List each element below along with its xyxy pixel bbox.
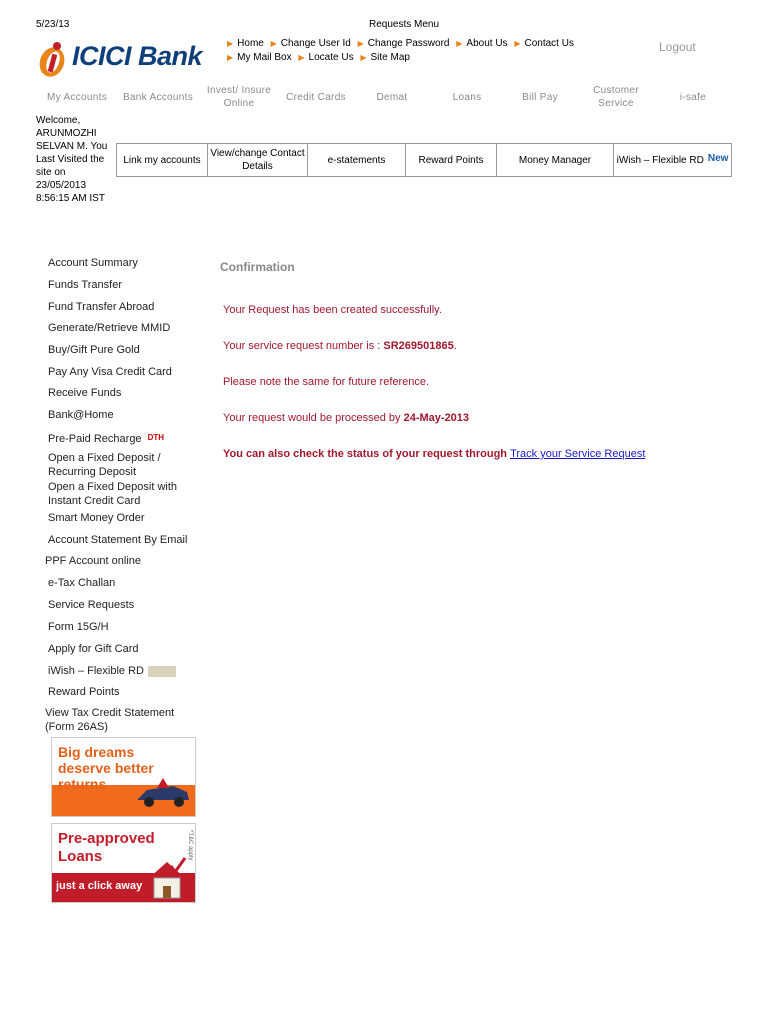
- subnav-link-my-accounts[interactable]: Link my accounts: [117, 144, 208, 176]
- subnav-view-change-contact[interactable]: View/change Contact Details: [208, 144, 308, 176]
- request-number-prefix: Your service request number is :: [223, 340, 384, 352]
- brand-name: ICICI Bank: [72, 41, 203, 71]
- sidebar-item-prepaid-recharge[interactable]: [48, 433, 164, 445]
- banner-title: Pre-approved Loans: [58, 830, 155, 865]
- top-link-change-user-id[interactable]: ▶ Change User Id: [270, 38, 351, 49]
- top-link-change-password[interactable]: ▶ Change Password: [357, 38, 450, 49]
- sidebar-item-pure-gold[interactable]: Buy/Gift Pure Gold: [48, 344, 140, 356]
- top-link-home[interactable]: ▶ Home: [227, 38, 264, 49]
- sidebar-item-tax-credit-statement[interactable]: View Tax Credit Statement (Form 26AS): [45, 707, 175, 733]
- page-header-title: Requests Menu: [369, 19, 440, 30]
- sidebar-item-form-15gh[interactable]: Form 15G/H: [48, 621, 109, 633]
- sidebar-item-e-tax-challan[interactable]: e-Tax Challan: [48, 577, 116, 589]
- icici-logo-icon: [36, 36, 72, 80]
- nav-i-safe[interactable]: i-safe: [679, 91, 707, 103]
- request-number-line: [223, 340, 457, 352]
- nav-my-accounts[interactable]: My Accounts: [47, 91, 107, 103]
- arrow-icon: ▶: [227, 53, 234, 62]
- reference-note: Please note the same for future reference.: [223, 376, 430, 388]
- top-link-site-map[interactable]: ▶ Site Map: [360, 52, 410, 63]
- banner-title: Big dreams deserve better returns: [58, 744, 154, 792]
- sidebar-item-account-statement-email[interactable]: Account Statement By Email: [48, 534, 188, 546]
- sidebar-item-fd-instant-cc[interactable]: Open a Fixed Deposit with Instant Credit Card: [48, 481, 178, 507]
- sidebar-item-funds-transfer[interactable]: Funds Transfer: [48, 279, 122, 291]
- nav-customer-service[interactable]: Customer Service: [593, 85, 639, 109]
- track-status-line: [223, 448, 645, 460]
- confirmation-title: Confirmation: [220, 260, 295, 274]
- process-date-line: [223, 412, 469, 424]
- top-link-about-us[interactable]: ▶ About Us: [456, 38, 508, 49]
- banner-subtitle: just a click away: [56, 880, 143, 892]
- logout-link[interactable]: Logout: [659, 40, 696, 54]
- sidebar-item-gift-card[interactable]: Apply for Gift Card: [48, 643, 139, 655]
- new-badge: New: [707, 152, 729, 164]
- banner-big-dreams[interactable]: [51, 737, 196, 817]
- banner-pre-approved-loans[interactable]: [51, 823, 196, 903]
- arrow-icon: ▶: [298, 53, 305, 62]
- sidebar-item-pay-visa[interactable]: Pay Any Visa Credit Card: [48, 366, 172, 378]
- request-number-suffix: .: [453, 340, 457, 352]
- top-link-contact-us[interactable]: ▶ Contact Us: [514, 38, 574, 49]
- sidebar-item-label: iWish – Flexible RD: [48, 665, 144, 677]
- success-message: Your Request has been created successfully.: [223, 304, 442, 316]
- house-icon: [145, 856, 189, 900]
- arrow-icon: ▶: [270, 39, 277, 48]
- car-icon: [133, 774, 193, 810]
- sidebar-item-smart-money-order[interactable]: Smart Money Order: [48, 512, 145, 524]
- subnav-iwish[interactable]: [614, 144, 731, 176]
- sub-nav: [116, 143, 732, 177]
- sidebar-item-bank-at-home[interactable]: Bank@Home: [48, 409, 114, 421]
- sidebar-item-label: Pre-Paid Recharge: [48, 433, 142, 445]
- sidebar-item-open-fd-rd[interactable]: Open a Fixed Deposit / Recurring Deposit: [48, 452, 161, 478]
- process-date-prefix: Your request would be processed by: [223, 412, 404, 424]
- top-link-locate-us[interactable]: ▶ Locate Us: [298, 52, 354, 63]
- dth-badge: DTH: [147, 433, 165, 442]
- subnav-iwish-label: iWish – Flexible RD: [616, 154, 704, 166]
- request-number: SR269501865: [383, 340, 454, 352]
- track-service-request-link[interactable]: Track your Service Request: [510, 448, 646, 460]
- sidebar-item-receive-funds[interactable]: Receive Funds: [48, 387, 122, 399]
- sidebar-item-iwish[interactable]: [48, 665, 176, 677]
- sidebar-item-service-requests[interactable]: Service Requests: [48, 599, 135, 611]
- subnav-reward-points[interactable]: Reward Points: [406, 144, 497, 176]
- nav-demat[interactable]: Demat: [376, 91, 408, 103]
- top-links: [227, 37, 647, 65]
- arrow-icon: ▶: [456, 39, 463, 48]
- sidebar-item-mmid[interactable]: Generate/Retrieve MMID: [48, 322, 171, 334]
- track-status-prefix: You can also check the status of your request through: [223, 448, 511, 460]
- placeholder-image: [148, 666, 176, 677]
- arrow-icon: ▶: [227, 39, 234, 48]
- welcome-message: Welcome, ARUNMOZHI SELVAN M. You Last Visited the site on 23/05/2013 8:56:15 AM IST: [36, 115, 108, 204]
- arrow-icon: ▶: [360, 53, 367, 62]
- nav-credit-cards[interactable]: Credit Cards: [286, 91, 346, 103]
- arrow-icon: ▶: [357, 39, 364, 48]
- main-nav: [36, 82, 732, 112]
- subnav-e-statements[interactable]: e-statements: [308, 144, 406, 176]
- process-date: 24-May-2013: [403, 412, 470, 424]
- nav-invest-insure[interactable]: Invest/ Insure Online: [206, 85, 272, 109]
- arrow-icon: ▶: [514, 39, 521, 48]
- sidebar-item-fund-transfer-abroad[interactable]: Fund Transfer Abroad: [48, 301, 155, 313]
- sidebar-item-reward-points[interactable]: Reward Points: [48, 686, 120, 698]
- sidebar-item-account-summary[interactable]: Account Summary: [48, 257, 138, 269]
- print-date: 5/23/13: [36, 19, 70, 30]
- top-link-my-mail-box[interactable]: ▶ My Mail Box: [227, 52, 292, 63]
- nav-loans[interactable]: Loans: [452, 91, 482, 103]
- subnav-money-manager[interactable]: Money Manager: [497, 144, 614, 176]
- sidebar-item-ppf-online[interactable]: PPF Account online: [45, 555, 142, 567]
- nav-bank-accounts[interactable]: Bank Accounts: [122, 91, 194, 103]
- icici-logo[interactable]: [36, 36, 236, 80]
- banner-tc-note: *T&C apply: [187, 830, 193, 861]
- nav-bill-pay[interactable]: Bill Pay: [522, 91, 558, 103]
